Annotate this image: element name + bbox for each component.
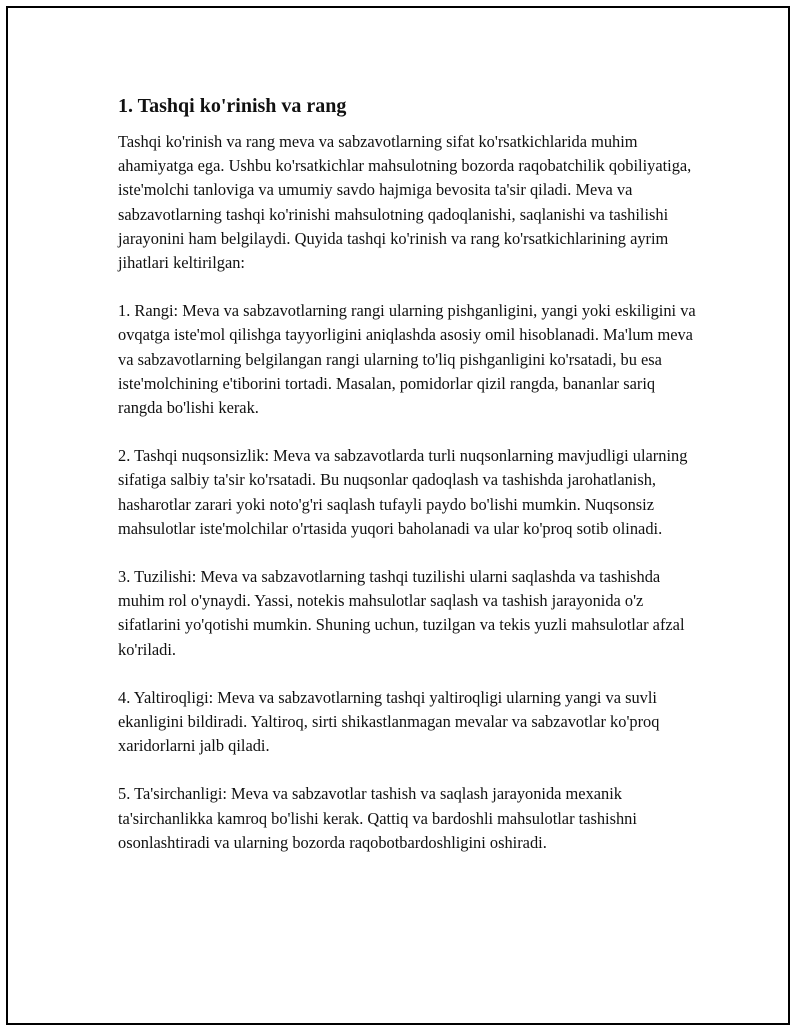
paragraph-tashqi-nuqsonsizlik: 2. Tashqi nuqsonsizlik: Meva va sabzavotlarda turli nuqsonlarning mavjudligi ularning sifatiga salbiy ta'sir ko'rsatadi. Bu nuqsonlar qadoqlash va tashishda jarohatlanish, hasharotlar zarari yoki noto'g'ri saqlash tufayli paydo bo'lishi mumkin. Nuqsonsiz mahsulotlar iste'molchilar o'rtasida yuqori baholanadi va ular ko'proq sotib olinadi. — [118, 446, 688, 538]
intro-paragraph: Tashqi ko'rinish va rang meva va sabzavotlarning sifat ko'rsatkichlarida muhim ahamiyatga ega. Ushbu ko'rsatkichlar mahsulotning bozorda raqobatchilik qobiliyatiga, iste'molchi tanloviga va umumiy savdo hajmiga bevosita ta'sir qiladi. Meva va sabzavotlarning tashqi ko'rinishi mahsulotning qadoqlanishi, saqlanishi va tashilishi jarayonini ham belgilaydi. Quyida tashqi ko'rinish va rang ko'rsatkichlarining ayrim jihatlari keltirilgan: — [118, 132, 692, 273]
section-heading: 1. Tashqi ko'rinish va rang — [118, 95, 347, 117]
paragraph-tuzilishi: 3. Tuzilishi: Meva va sabzavotlarning tashqi tuzilishi ularni saqlashda va tashishda muhim rol o'ynaydi. Yassi, notekis mahsulotlar saqlash va tashish jarayonida o'z sifatlarini yo'qotishi mumkin. Shuning uchun, tuzilgan va tekis yuzli mahsulotlar afzal ko'riladi. — [118, 567, 685, 659]
paragraph-rangi: 1. Rangi: Meva va sabzavotlarning rangi ularning pishganligini, yangi yoki eskiligini va ovqatga iste'mol qilishga tayyorligini aniqlashda asosiy omil hisoblanadi. Ma'lum meva va sabzavotlarning belgilangan rangi ularning to'liq pishganligini ko'rsatadi, bu esa iste'molchining e'tiborini tortadi. Masalan, pomidorlar qizil rangda, bananlar sariq rangda bo'lishi kerak. — [118, 301, 696, 418]
paragraph-tasirchanligi: 5. Ta'sirchanligi: Meva va sabzavotlar tashish va saqlash jarayonida mexanik ta'sirchanlikka kamroq bo'lishi kerak. Qattiq va bardoshli mahsulotlar tashishni osonlashtiradi va ularning bozorda raqobotbardoshligini oshiradi. — [118, 784, 637, 852]
paragraph-yaltiroqligi: 4. Yaltiroqligi: Meva va sabzavotlarning tashqi yaltiroqligi ularning yangi va suvli ekanligini bildiradi. Yaltiroq, sirti shikastlanmagan mevalar va sabzavotlar ko'proq xaridorlarni jalb qiladi. — [118, 687, 660, 756]
document-body — [118, 92, 698, 879]
